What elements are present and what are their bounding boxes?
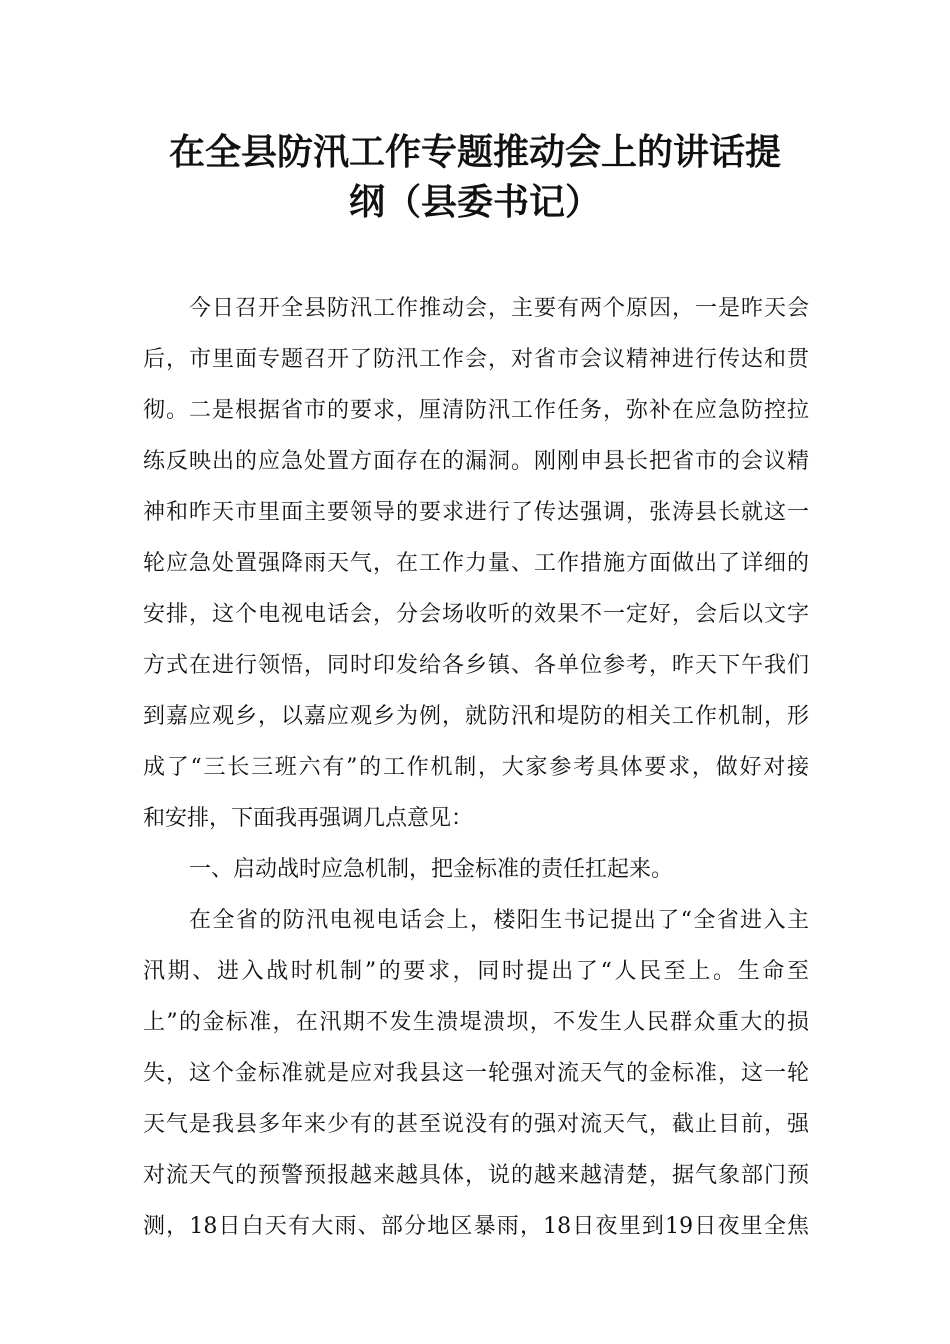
paragraph-line: 今日召开全县防汛工作推动会，主要有两个原因，一是昨天会 bbox=[189, 296, 809, 321]
paragraph-line: 对流天气的预警预报越来越具体，说的越来越清楚，据气象部门预 bbox=[143, 1163, 809, 1188]
paragraph-line: 方式在进行领悟，同时印发给各乡镇、各单位参考，昨天下午我们 bbox=[143, 653, 809, 678]
paragraph-line: 后，市里面专题召开了防汛工作会，对省市会议精神进行传达和贯 bbox=[143, 347, 809, 372]
paragraph-line: 在全省的防汛电视电话会上，楼阳生书记提出了“全省进入主 bbox=[189, 908, 809, 933]
paragraph-line: 轮应急处置强降雨天气，在工作力量、工作措施方面做出了详细的 bbox=[143, 551, 809, 576]
paragraph-line: 上”的金标准，在汛期不发生溃堤溃坝，不发生人民群众重大的损 bbox=[143, 1010, 809, 1035]
paragraph-line: 到嘉应观乡，以嘉应观乡为例，就防汛和堤防的相关工作机制，形 bbox=[143, 704, 809, 729]
paragraph-line: 和安排，下面我再强调几点意见： bbox=[143, 806, 474, 831]
paragraph-line: 练反映出的应急处置方面存在的漏洞。刚刚申县长把省市的会议精 bbox=[143, 449, 809, 474]
section-heading: 一、启动战时应急机制，把金标准的责任扛起来。 bbox=[189, 857, 674, 882]
paragraph-line: 彻。二是根据省市的要求，厘清防汛工作任务，弥补在应急防控拉 bbox=[143, 398, 809, 423]
paragraph-line: 测，18日白天有大雨、部分地区暴雨，18日夜里到19日夜里全焦 bbox=[143, 1214, 809, 1239]
document-title bbox=[130, 128, 820, 228]
paragraph-line: 失，这个金标准就是应对我县这一轮强对流天气的金标准，这一轮 bbox=[143, 1061, 809, 1086]
title-line: 在全县防汛工作专题推动会上的讲话提 bbox=[168, 132, 781, 173]
paragraph-line: 天气是我县多年来少有的甚至说没有的强对流天气，截止目前，强 bbox=[143, 1112, 809, 1137]
document-body bbox=[143, 283, 809, 1252]
paragraph-line: 安排，这个电视电话会，分会场收听的效果不一定好，会后以文字 bbox=[143, 602, 809, 627]
paragraph-line: 成了“三长三班六有”的工作机制，大家参考具体要求，做好对接 bbox=[143, 755, 809, 780]
paragraph-line: 汛期、进入战时机制”的要求，同时提出了“人民至上。生命至 bbox=[143, 959, 809, 984]
title-line: 纲（县委书记） bbox=[348, 182, 601, 223]
paragraph-line: 神和昨天市里面主要领导的要求进行了传达强调，张涛县长就这一 bbox=[143, 500, 809, 525]
